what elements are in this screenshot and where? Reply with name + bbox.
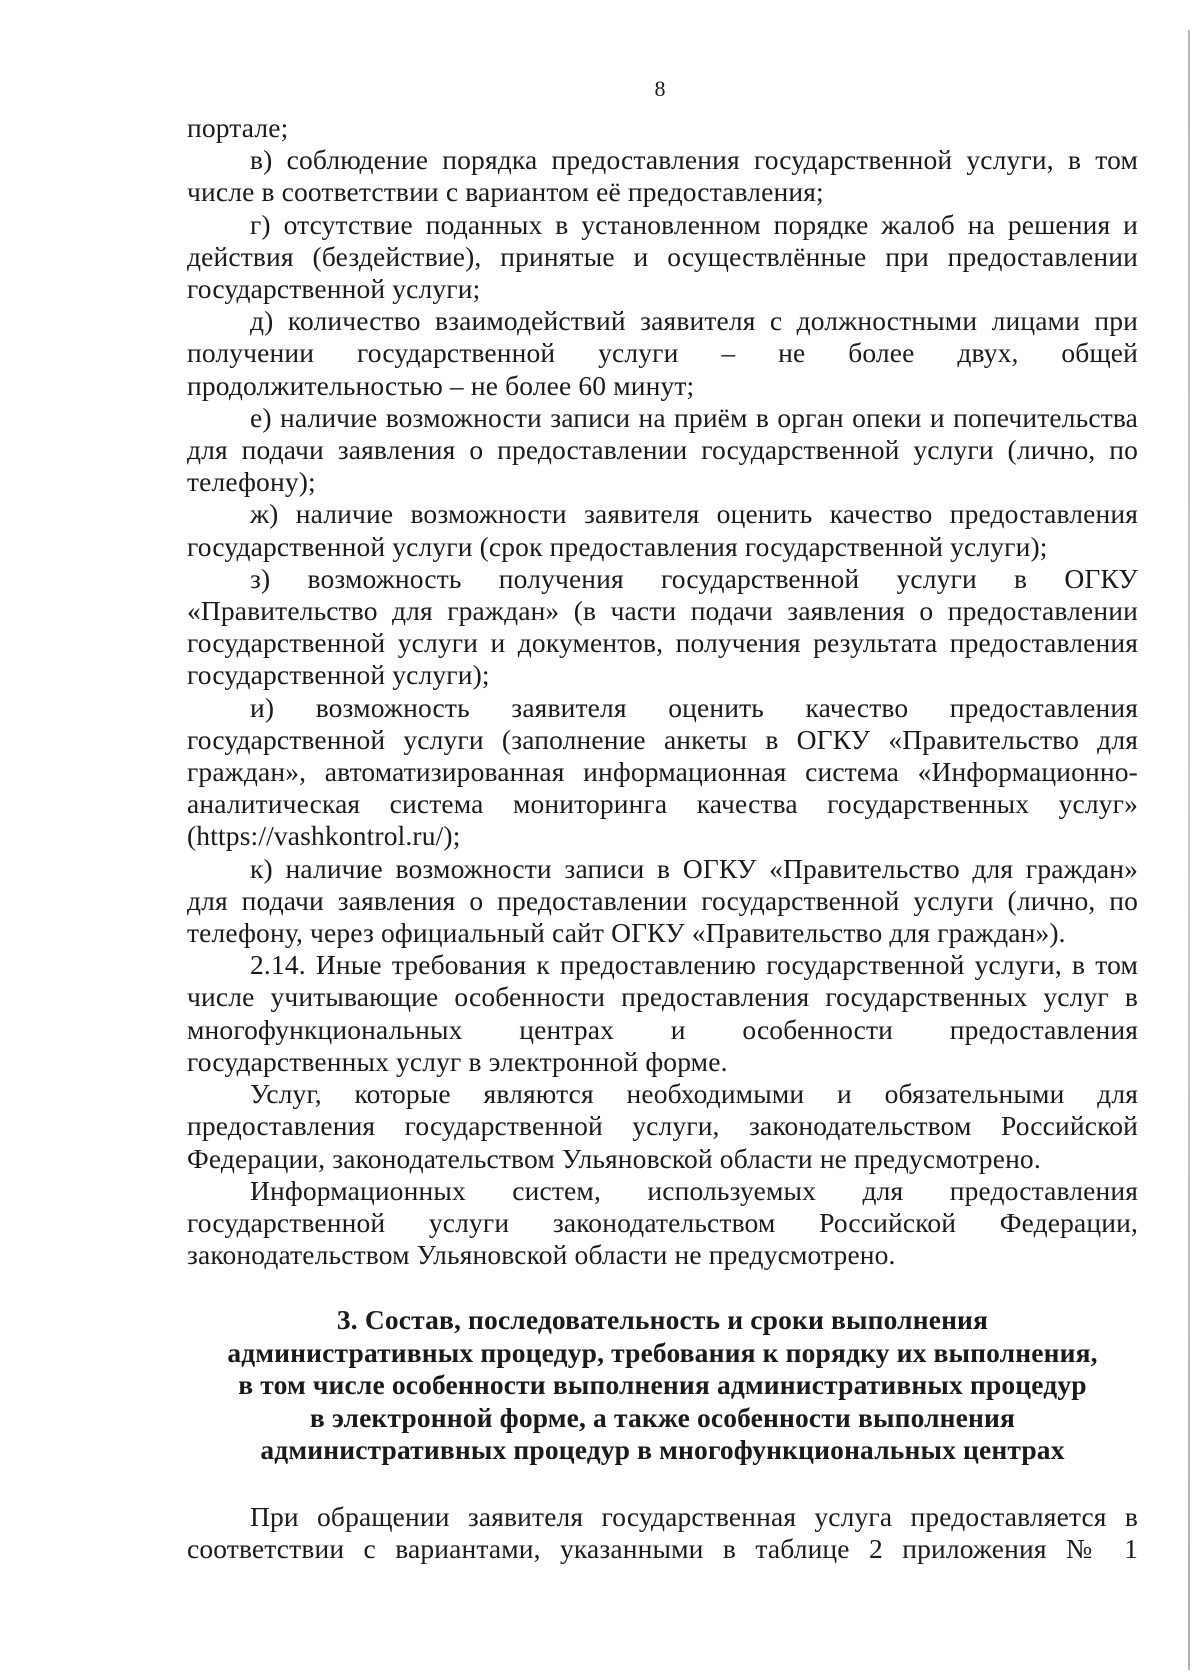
paragraph-item-v: в) соблюдение порядка предоставления государственной услуги, в том числе в соответствии с вариантом её предоставления;	[187, 144, 1138, 208]
section-heading-line: административных процедур, требования к порядку их выполнения,	[227, 1336, 1098, 1368]
paragraph-info-systems: Информационных систем, используемых для предоставления государственной услуги законодательством Российской Федерации, законодательством Ульяновской области не предусмотрено.	[187, 1174, 1138, 1271]
section-heading-line: административных процедур в многофункциональных центрах	[260, 1434, 1065, 1466]
paragraph-2-14: 2.14. Иные требования к предоставлению государственной услуги, в том числе учитывающие особенности предоставления государственных услуг в многофункциональных центрах и особенности предоставления государственных услуг в электронной форме.	[187, 949, 1138, 1077]
section-heading-line: в том числе особенности выполнения административных процедур	[238, 1369, 1087, 1401]
paragraph-services: Услуг, которые являются необходимыми и обязательными для предоставления государственной услуги, законодательством Российской Федерации, законодательством Ульяновской области не предусмотрено.	[187, 1078, 1138, 1174]
paragraph-item-e: е) наличие возможности записи на приём в орган опеки и попечительства для подачи заявления о предоставлении государственной услуги (лично, по телефону);	[187, 401, 1138, 498]
paragraph-continuation: портале;	[187, 112, 289, 143]
page-number: 8	[654, 76, 666, 101]
paragraph-item-i: и) возможность заявителя оценить качество предоставления государственной услуги (заполнение анкеты в ОГКУ «Правительство для граждан», автоматизированная информационная система «Информационно-аналитическая система мониторинга качества государственных услуг» (https://vashkontrol.ru/);	[187, 691, 1138, 852]
paragraph-item-z: з) возможность получения государственной услуги в ОГКУ «Правительство для граждан» (в части подачи заявления о предоставлении государственной услуги и документов, получения результата предоставления государственной услуги);	[187, 562, 1138, 691]
paragraph-item-d: д) количество взаимодействий заявителя с должностными лицами при получении государственной услуги – не более двух, общей продолжительностью – не более 60 минут;	[187, 305, 1138, 401]
paragraph-item-k: к) наличие возможности записи в ОГКУ «Правительство для граждан» для подачи заявления о предоставлении государственной услуги (лично, по телефону, через официальный сайт ОГКУ «Правительство для граждан»).	[187, 852, 1138, 949]
scan-edge-line	[1188, 30, 1190, 1670]
section-heading-line: 3. Состав, последовательность и сроки выполнения	[336, 1304, 989, 1336]
section-heading-line: в электронной форме, а также особенности выполнения	[309, 1401, 1016, 1433]
paragraph-item-g: г) отсутствие поданных в установленном порядке жалоб на решения и действия (бездействие), принятые и осуществлённые при предоставлении государственной услуги;	[187, 208, 1138, 305]
closing-paragraph: При обращении заявителя государственная услуга предоставляется в соответствии с вариантами, указанными в таблице 2 приложения № 1	[187, 1500, 1138, 1565]
paragraph-item-zh: ж) наличие возможности заявителя оценить качество предоставления государственной услуги (срок предоставления государственной услуги);	[187, 498, 1138, 562]
section-heading	[187, 1304, 1138, 1467]
document-body	[187, 112, 1138, 1565]
